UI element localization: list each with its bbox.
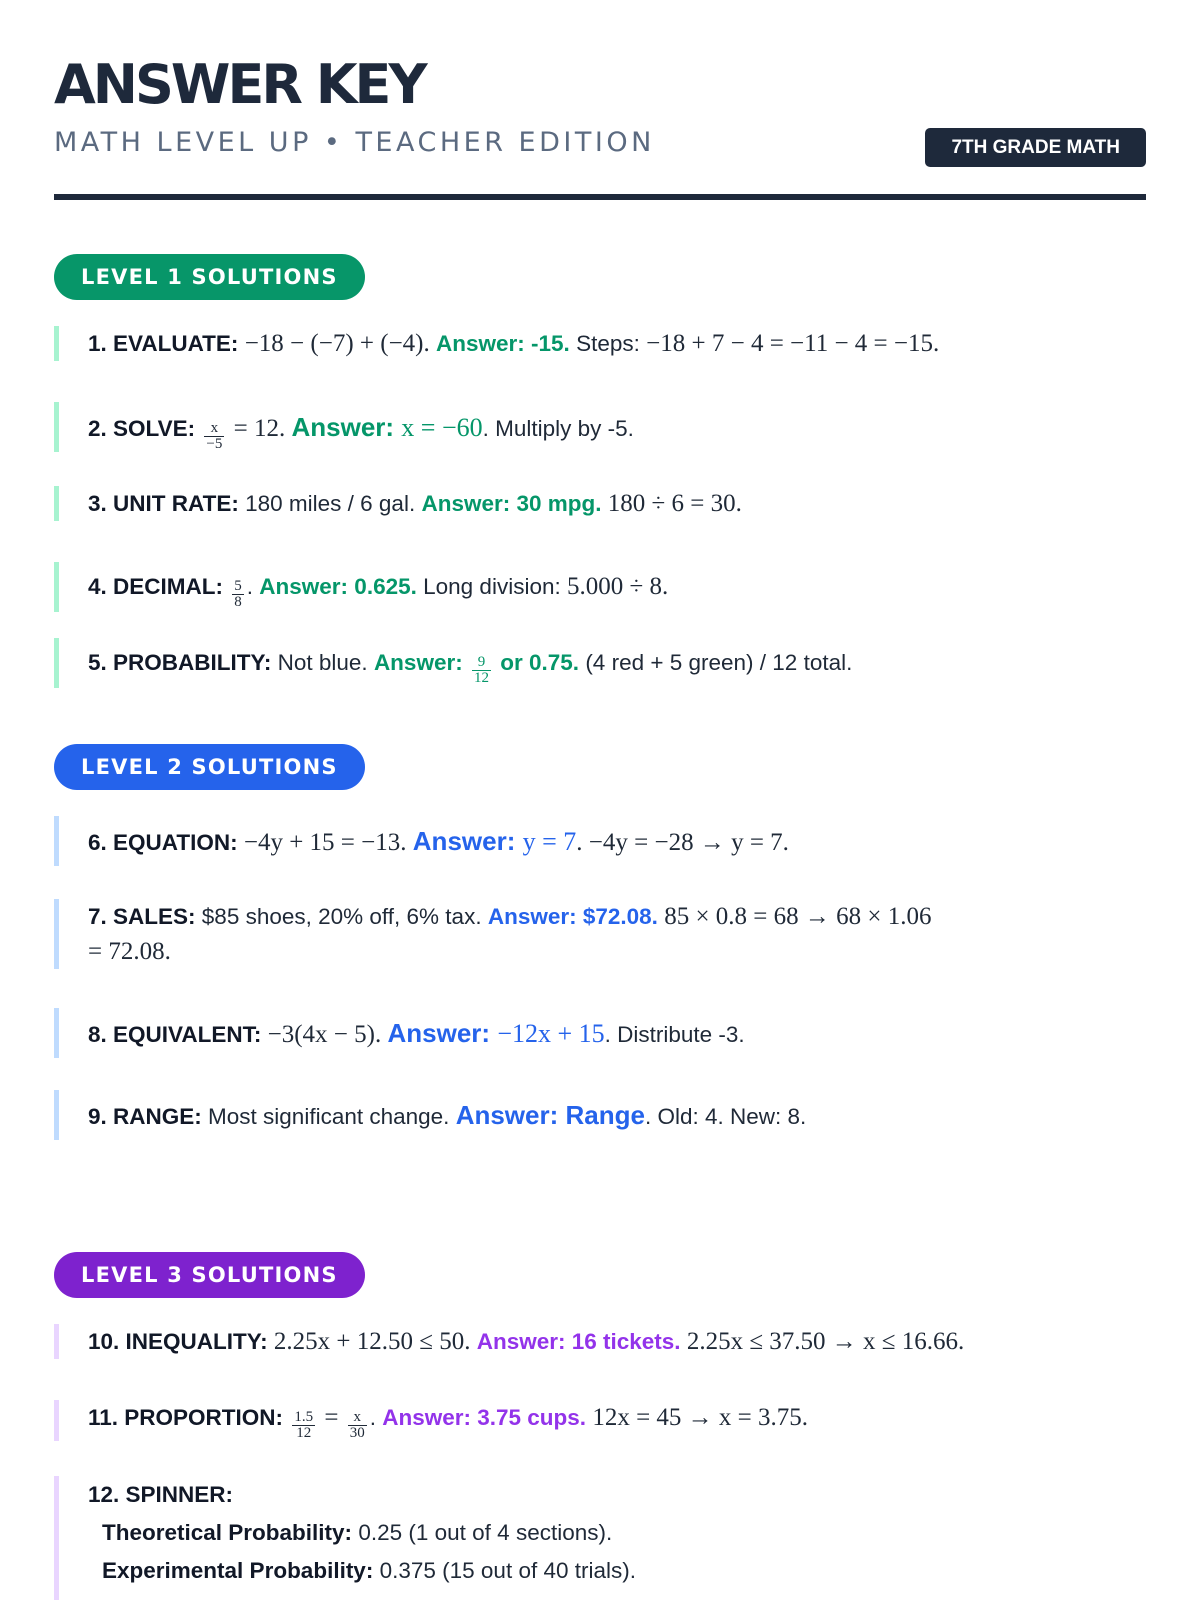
solution-item-7 bbox=[54, 899, 1146, 969]
work-steps: 2.25x ≤ 37.50 → x ≤ 16.66. bbox=[686, 1328, 965, 1355]
level-1-heading: LEVEL 1 SOLUTIONS bbox=[54, 254, 365, 300]
page-subtitle: MATH LEVEL UP • TEACHER EDITION bbox=[54, 127, 655, 158]
work-steps: . Multiply by -5. bbox=[482, 416, 634, 441]
item-label: 2. SOLVE: bbox=[88, 416, 196, 441]
answer: Answer: 16 tickets. bbox=[476, 1329, 681, 1354]
solution-item-12 bbox=[54, 1476, 1146, 1600]
work-steps: . Distribute -3. bbox=[604, 1022, 745, 1047]
answer: Answer: 30 mpg. bbox=[421, 491, 602, 516]
item-label: 1. EVALUATE: bbox=[88, 331, 239, 356]
problem-text: 180 miles / 6 gal. bbox=[245, 491, 416, 516]
answer: Answer: Range bbox=[455, 1100, 645, 1130]
page-title: ANSWER KEY bbox=[54, 53, 425, 116]
item-label: 3. UNIT RATE: bbox=[88, 491, 239, 516]
equals-sign: = bbox=[324, 1404, 339, 1431]
solution-item-1 bbox=[54, 326, 1146, 361]
solution-item-4: 4. DECIMAL: $\frac{5}{8}$ . Answer: 0.625. Long division: 5.000 ÷ 8. bbox=[54, 562, 1146, 612]
problem-expression: −18 − (−7) + (−4). bbox=[244, 330, 430, 357]
item-label: 7. SALES: bbox=[88, 904, 196, 929]
answer: Answer: 0.625. bbox=[259, 574, 417, 599]
answer: Answer: −12x + 15 bbox=[387, 1018, 605, 1048]
item-label: 12. SPINNER: bbox=[88, 1482, 234, 1507]
solution-item-10 bbox=[54, 1324, 1146, 1359]
work-prefix: Steps: bbox=[576, 331, 640, 356]
answer: Answer: $72.08. bbox=[487, 904, 658, 929]
answer: Answer: x = −60 bbox=[291, 412, 483, 442]
answer: Answer: -15. bbox=[436, 331, 570, 356]
problem-text: $85 shoes, 20% off, 6% tax. bbox=[201, 904, 482, 929]
problem-expression: = 12. bbox=[233, 415, 286, 442]
answer: Answer: 3.75 cups. bbox=[382, 1405, 587, 1430]
item-label: 8. EQUIVALENT: bbox=[88, 1022, 262, 1047]
work-steps: 85 × 0.8 = 68 → 68 × 1.06 bbox=[664, 903, 932, 930]
work-steps: . Old: 4. New: 8. bbox=[644, 1104, 807, 1129]
fraction: $\frac{5}{8}$ bbox=[234, 578, 242, 610]
problem-expression: −4y + 15 = −13. bbox=[243, 829, 407, 856]
item-label: 9. RANGE: bbox=[88, 1104, 202, 1129]
work-steps: 5.000 ÷ 8. bbox=[566, 573, 669, 600]
experimental-line: Experimental Probability: 0.375 (15 out of 40 trials). bbox=[102, 1558, 636, 1583]
answer: Answer: y = 7 bbox=[412, 826, 577, 856]
work-steps: 12x = 45 → x = 3.75. bbox=[592, 1404, 809, 1431]
problem-text: Not blue. bbox=[277, 650, 368, 675]
fraction: $\frac{x}{-5}$ bbox=[206, 420, 223, 452]
answer: Answer: $\frac{9}{12}$ or 0.75. bbox=[373, 650, 580, 686]
work-prefix: Long division: bbox=[423, 574, 561, 599]
item-label: 11. PROPORTION: bbox=[88, 1405, 284, 1430]
work-steps: (4 red + 5 green) / 12 total. bbox=[585, 650, 853, 675]
solution-item-2 bbox=[54, 402, 1146, 452]
problem-expression: 2.25x + 12.50 ≤ 50. bbox=[273, 1328, 471, 1355]
work-steps: . −4y = −28 → y = 7. bbox=[576, 829, 789, 856]
item-label: 6. EQUATION: bbox=[88, 830, 238, 855]
level-3-heading: LEVEL 3 SOLUTIONS bbox=[54, 1252, 365, 1298]
solution-item-3 bbox=[54, 486, 1146, 521]
level-2-heading: LEVEL 2 SOLUTIONS bbox=[54, 744, 365, 790]
header-divider bbox=[54, 194, 1146, 200]
solution-item-8 bbox=[54, 1008, 1146, 1058]
work-steps: −18 + 7 − 4 = −11 − 4 = −15. bbox=[646, 330, 940, 357]
solution-item-6 bbox=[54, 816, 1146, 866]
problem-text: Most significant change. bbox=[208, 1104, 450, 1129]
solution-item-9 bbox=[54, 1090, 1146, 1140]
theoretical-line: Theoretical Probability: 0.25 (1 out of 4 sections). bbox=[102, 1520, 613, 1545]
work-steps: 180 ÷ 6 = 30. bbox=[607, 490, 742, 517]
solution-item-11: 11. PROPORTION: $\frac{1.5}{12}$ = $\frac{x}{30}$ . Answer: 3.75 cups. 12x = 45 → x = 3.75. bbox=[54, 1400, 1146, 1441]
fraction: $\frac{1.5}{12}$ bbox=[294, 1409, 314, 1441]
work-steps-continued: = 72.08. bbox=[88, 938, 171, 965]
item-label: 10. INEQUALITY: bbox=[88, 1329, 268, 1354]
item-label: 4. DECIMAL: bbox=[88, 574, 223, 599]
solution-item-5 bbox=[54, 638, 1146, 688]
grade-badge: 7TH GRADE MATH bbox=[925, 128, 1146, 167]
problem-expression: −3(4x − 5). bbox=[267, 1021, 382, 1048]
item-label: 5. PROBABILITY: bbox=[88, 650, 272, 675]
fraction: $\frac{x}{30}$ bbox=[349, 1409, 365, 1441]
